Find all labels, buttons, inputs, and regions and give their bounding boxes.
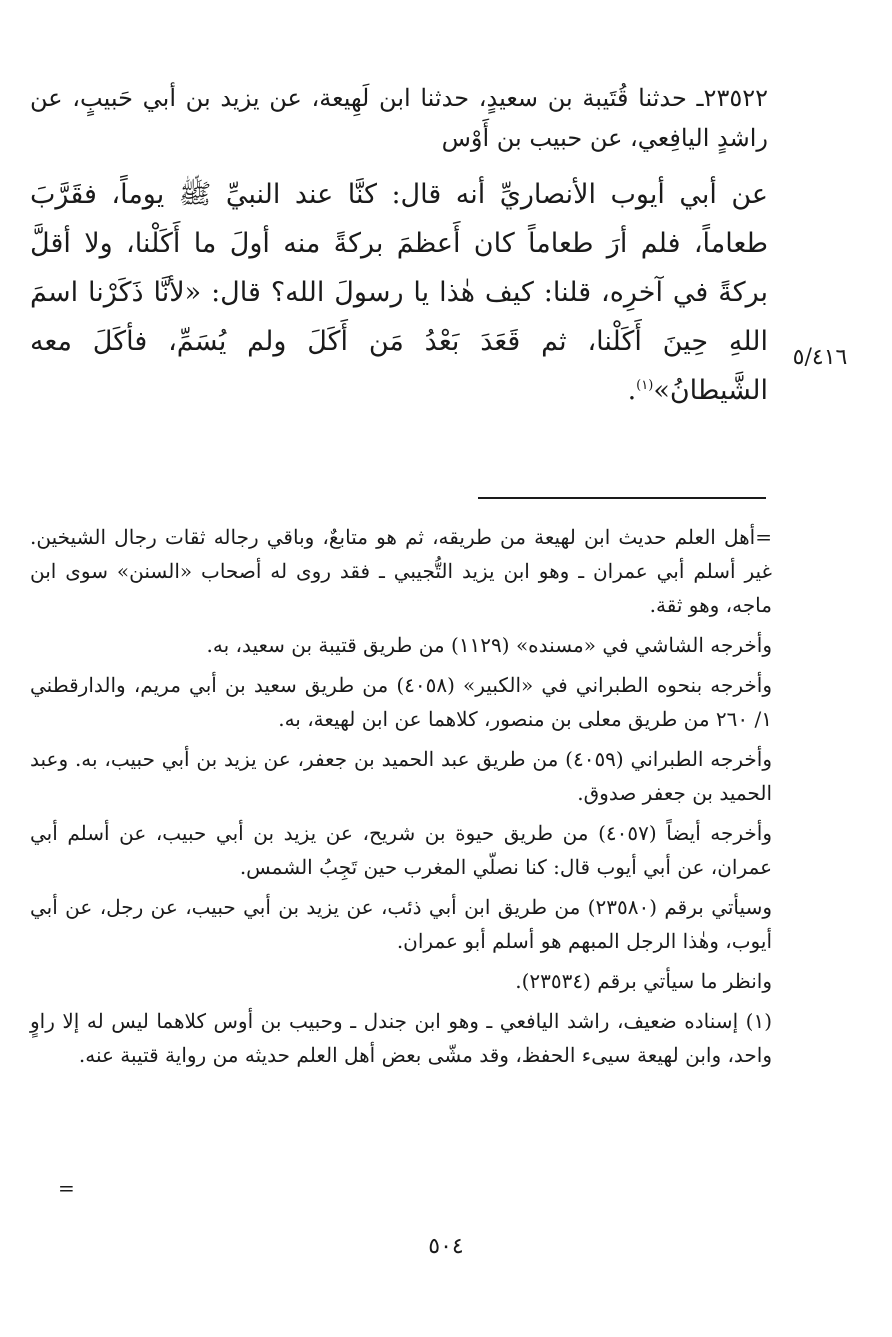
margin-volume-page-reference: ٥/٤١٦ xyxy=(792,345,848,370)
footnote-paragraph: وأخرجه بنحوه الطبراني في «الكبير» (٤٠٥٨) من طريق سعيد بن أبي مريم، والدارقطني ١/ ٢٦٠ من طريق معلى بن منصور، كلاهما عن ابن لهيعة، به. xyxy=(30,673,772,731)
footnotes-section xyxy=(30,520,772,1078)
footnote-paragraph: وانظر ما سيأتي برقم (٢٣٥٣٤). xyxy=(515,969,772,993)
matn-line-last: فأكَلَ معه الشَّيطانُ» xyxy=(30,326,768,406)
hadith-block xyxy=(30,78,768,415)
matn-line: ولا أقلَّ بركةً في آخرِه، قلنا: كيف هٰذا يا رسولَ الله؟ قال: xyxy=(30,228,769,308)
footnote-paragraph: وأخرجه الطبراني (٤٠٥٩) من طريق عبد الحميد بن جعفر، عن يزيد بن أبي حبيب، به. وعبد الحميد بن جعفر صدوق. xyxy=(30,747,773,805)
page-number: ٥٠٤ xyxy=(428,1234,464,1259)
footnote-paragraph: =أهل العلم حديث ابن لهيعة من طريقه، ثم هو متابعٌ، وباقي رجاله ثقات رجال الشيخين. غير أسلم أبي عمران ـ وهو ابن يزيد التُّجيبي ـ فقد روى له أصحاب «السنن» سوى ابن ماجه، وهو ثقة. xyxy=(30,525,772,617)
matn-end: . xyxy=(627,375,637,406)
matn-line: عن أبي أيوب الأنصاريِّ أنه قال: كنَّا عند النبيِّ ﷺ يوماً، xyxy=(111,179,768,210)
matn-line: فقَرَّبَ طعاماً، فلم أرَ طعاماً كان أَعظمَ بركةً منه أولَ ما أَكَلْنا، xyxy=(30,179,768,259)
continuation-mark: = xyxy=(58,1176,75,1200)
footnote-separator xyxy=(478,497,766,499)
footnote-reference: (١) xyxy=(636,378,654,393)
footnote-paragraph: وأخرجه الشاشي في «مسنده» (١١٢٩) من طريق قتيبة بن سعيد، به. xyxy=(206,633,772,657)
hadith-isnad: ٢٣٥٢٢ـ حدثنا قُتَيبة بن سعيدٍ، حدثنا ابن لَهِيعة، عن يزيد بن أبي حَبيبٍ، عن راشدٍ اليافِعي، عن حبيب بن أَوْس xyxy=(30,84,768,152)
footnote-paragraph: (١) إسناده ضعيف، راشد اليافعي ـ وهو ابن جندل ـ وحبيب بن أوس كلاهما ليس له إلا راوٍ واحد، وابن لهيعة سيىء الحفظ، وقد مشّى بعض أهل العلم حديثه من رواية قتيبة عنه. xyxy=(30,1009,772,1067)
footnote-paragraph: وسيأتي برقم (٢٣٥٨٠) من طريق ابن أبي ذئب، عن يزيد بن أبي حبيب، عن رجل، عن أبي أيوب، وهٰذا الرجل المبهم هو أسلم أبو عمران. xyxy=(30,895,772,953)
hadith-matn xyxy=(30,170,768,415)
footnote-paragraph: وأخرجه أيضاً (٤٠٥٧) من طريق حيوة بن شريح، عن يزيد بن أبي حبيب، عن أسلم أبي عمران، عن أبي أيوب قال: كنا نصلّي المغرب حين تَجِبُ الشمس. xyxy=(30,821,772,879)
matn-line: «لأنَّا ذَكَرْنا اسمَ اللهِ حِينَ أَكَلْنا، ثم قَعَدَ بَعْدُ مَن أَكَلَ ولم يُسَمِّ، xyxy=(30,277,769,357)
